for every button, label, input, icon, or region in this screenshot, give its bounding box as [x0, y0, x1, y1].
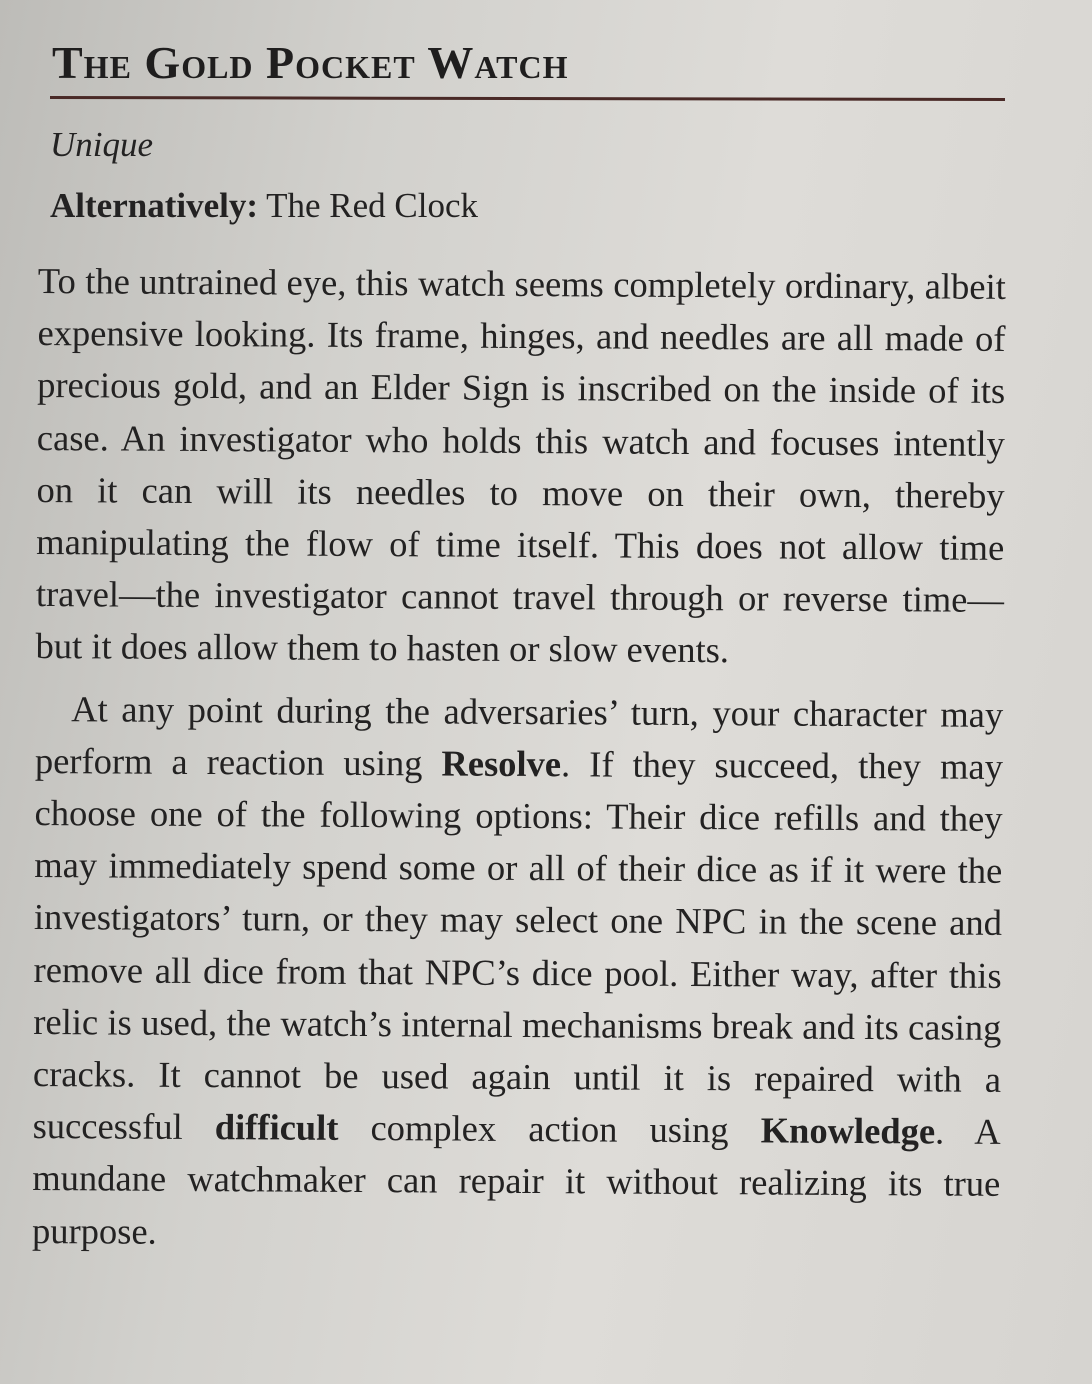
resolve-keyword: Resolve [441, 742, 562, 785]
difficult-keyword: difficult [214, 1106, 339, 1149]
mechanics-text-1: At any point during the adversaries’ turn, your character may perform a reaction using [34, 687, 1004, 784]
paragraph-description: To the untrained eye, this watch seems completely ordinary, albeit expensive looking. Its frame, hinges, and needles are all made of precious gold, and an Elder Sign is inscribed on the inside of its case. An investigator who holds this watch and focuses intently on it can will its needles to move on their own, thereby manipulating the flow of time itself. This does not allow time travel—the investigator cannot travel through or reverse time—but it does allow them to hasten or slow events. [35, 259, 1006, 671]
alternatively-value: The Red Clock [257, 186, 478, 225]
paragraph-mechanics [32, 683, 1003, 1263]
alternatively-label: Alternatively: [50, 186, 258, 225]
mechanics-text-4: . A mundane watchmaker can repair it without realizing its true purpose. [31, 1110, 1001, 1252]
rarity-label: Unique [50, 125, 154, 164]
mechanics-text-2: . If they succeed, they may choose one of the following options: Their dice refills and they may immediately spend some or all of their dice as if it were the investigators’ turn, or they may select one NPC in the scene and remove all dice from that NPC’s dice pool. Either way, after this relic is used, the watch’s internal mechanisms break and its casing cracks. It cannot be used again until it is repaired with a successful [32, 743, 1004, 1148]
knowledge-keyword: Knowledge [760, 1109, 936, 1152]
title-rule [50, 96, 1005, 101]
mechanics-text-3: complex action using [338, 1107, 761, 1151]
description-body [32, 255, 1006, 1263]
alternative-name [50, 185, 1000, 227]
entry-title: The Gold Pocket Watch [52, 37, 569, 88]
